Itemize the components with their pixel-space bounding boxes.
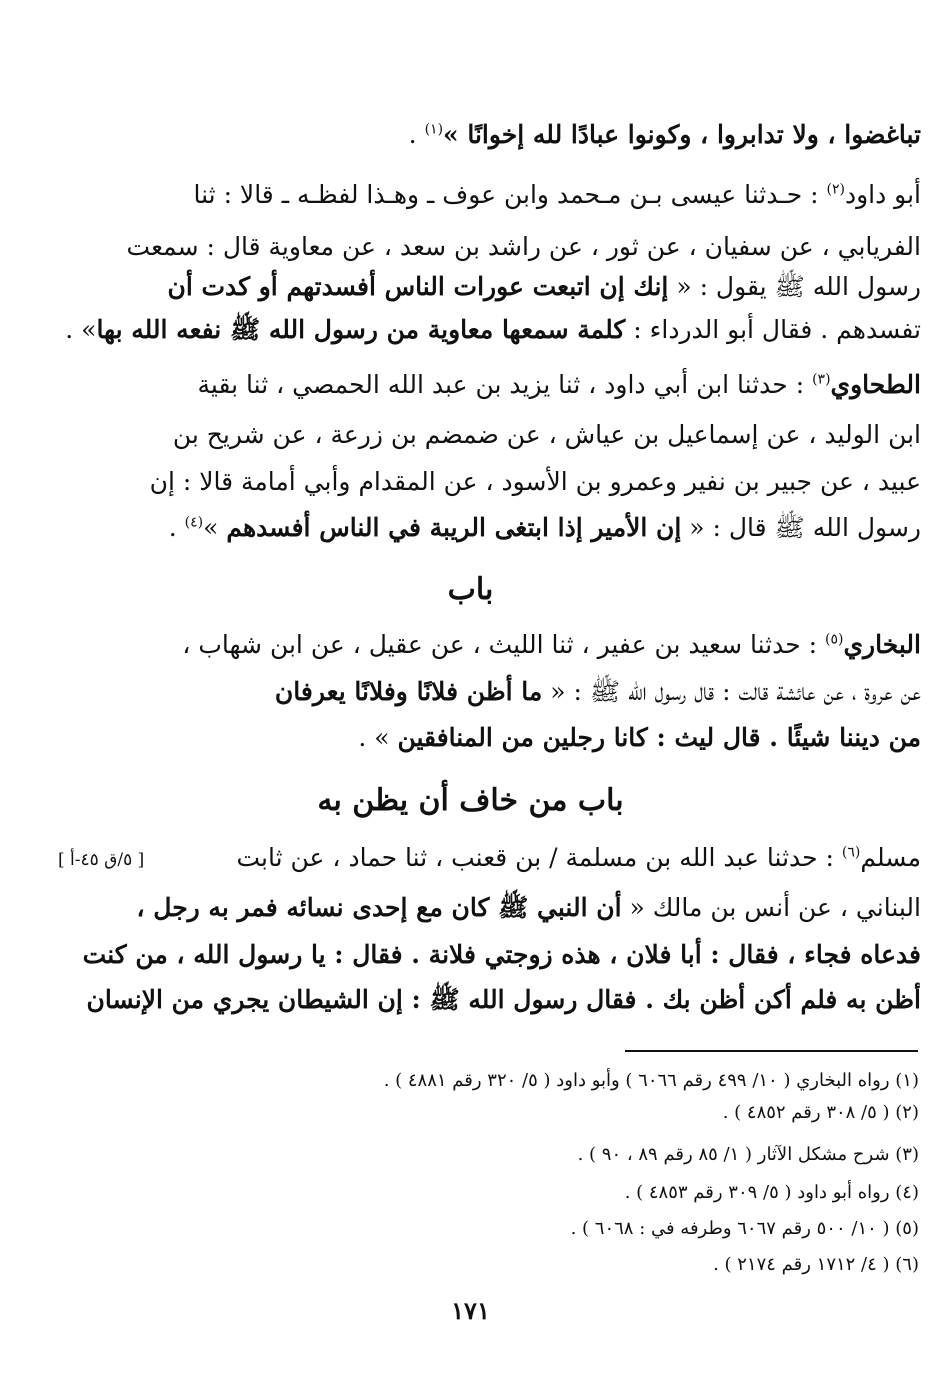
tahawi-line-2: ابن الوليد ، عن إسماعيل بن عياش ، عن ضمضم بن زرعة ، عن شريح بن <box>172 420 921 449</box>
abu-dawud-line-1: أبو داود$^{(٢)}$ : حـدثنا عيسى بـن مـحمد وابن عوف ـ وهـذا لفظـه ـ قالا : ثنا <box>193 180 921 209</box>
section-heading-fear-suspicion: باب من خاف أن يظن به <box>317 783 624 818</box>
tahawi-line-4: رسول الله ﷺ قال : « إن الأمير إذا ابتغى الريبة في الناس أفسدهم »$^{(٤)}$ . <box>168 513 921 542</box>
narrator-tahawi: الطحاوي <box>830 370 921 399</box>
bukhari-line-2: عن عروة ، عن عائشة قالت : قال رسول الله ﷺ : « ما أظن فلانًا وفلانًا يعرفان <box>274 677 921 706</box>
abu-dawud-line-4: تفسدهم . فقال أبو الدرداء : كلمة سمعها معاوية من رسول الله ﷺ نفعه الله بها» . <box>65 315 921 344</box>
hadith-continuation-line: تباغضوا ، ولا تدابروا ، وكونوا عبادًا لله إخوانًا »$^{(١)}$ . <box>408 120 921 149</box>
footnote-5: (٥) ( ١٠/ ٥٠٠ رقم ٦٠٦٧ وطرفه في : ٦٠٦٨ ) . <box>570 1218 919 1239</box>
section-heading-bab: باب <box>447 572 494 607</box>
narrator-abu-dawud: أبو داود <box>844 180 921 209</box>
muslim-line-3: فدعاه فجاء ، فقال : أبا فلان ، هذه زوجتي فلانة . فقال : يا رسول الله ، من كنت <box>82 940 921 969</box>
page-number: ١٧١ <box>451 1296 490 1325</box>
narrator-muslim: مسلم <box>860 843 921 872</box>
tahawi-line-3: عبيد ، عن جبير بن نفير وعمرو بن الأسود ، عن المقدام وأبي أمامة قالا : إن <box>149 467 921 496</box>
muslim-line-2: البناني ، عن أنس بن مالك « أن النبي ﷺ كان مع إحدى نسائه فمر به رجل ، <box>136 893 921 922</box>
muslim-line-1: مسلم$^{(٦)}$ : حدثنا عبد الله بن مسلمة / بن قعنب ، ثنا حماد ، عن ثابت <box>236 843 921 872</box>
tahawi-line-1: الطحاوي$^{(٣)}$ : حدثنا ابن أبي داود ، ثنا يزيد بن عبد الله الحمصي ، ثنا بقية <box>197 370 921 399</box>
abu-dawud-line-2: الفريابي ، عن سفيان ، عن ثور ، عن راشد بن سعد ، عن معاوية قال : سمعت <box>126 232 921 261</box>
bukhari-line-1: البخاري$^{(٥)}$ : حدثنا سعيد بن عفير ، ثنا الليث ، عن عقيل ، عن ابن شهاب ، <box>182 630 921 659</box>
abu-dawud-line-3: رسول الله ﷺ يقول : « إنك إن اتبعت عورات الناس أفسدتهم أو كدت أن <box>167 272 921 301</box>
bukhari-line-3: من ديننا شيئًا . قال ليث : كانا رجلين من المنافقين » . <box>358 723 921 752</box>
footnote-2: (٢) ( ٥/ ٣٠٨ رقم ٤٨٥٢ ) . <box>722 1102 919 1123</box>
footnote-6: (٦) ( ٤/ ١٧١٢ رقم ٢١٧٤ ) . <box>713 1254 919 1275</box>
muslim-line-4: أظن به فلم أكن أظن بك . فقال رسول الله ﷺ : إن الشيطان يجري من الإنسان <box>86 985 921 1014</box>
footnote-4: (٤) رواه أبو داود ( ٥/ ٣٠٩ رقم ٤٨٥٣ ) . <box>624 1182 919 1203</box>
narrator-bukhari: البخاري <box>843 630 921 659</box>
footnote-divider <box>625 1050 918 1052</box>
footnote-1: (١) رواه البخاري ( ١٠/ ٤٩٩ رقم ٦٠٦٦ ) وأبو داود ( ٥/ ٣٢٠ رقم ٤٨٨١ ) . <box>383 1070 919 1091</box>
footnote-3: (٣) شرح مشكل الآثار ( ١/ ٨٥ رقم ٨٩ ، ٩٠ ) . <box>577 1144 919 1165</box>
manuscript-folio-ref: [ ٥/ق ٤٥-أ ] <box>58 850 145 870</box>
